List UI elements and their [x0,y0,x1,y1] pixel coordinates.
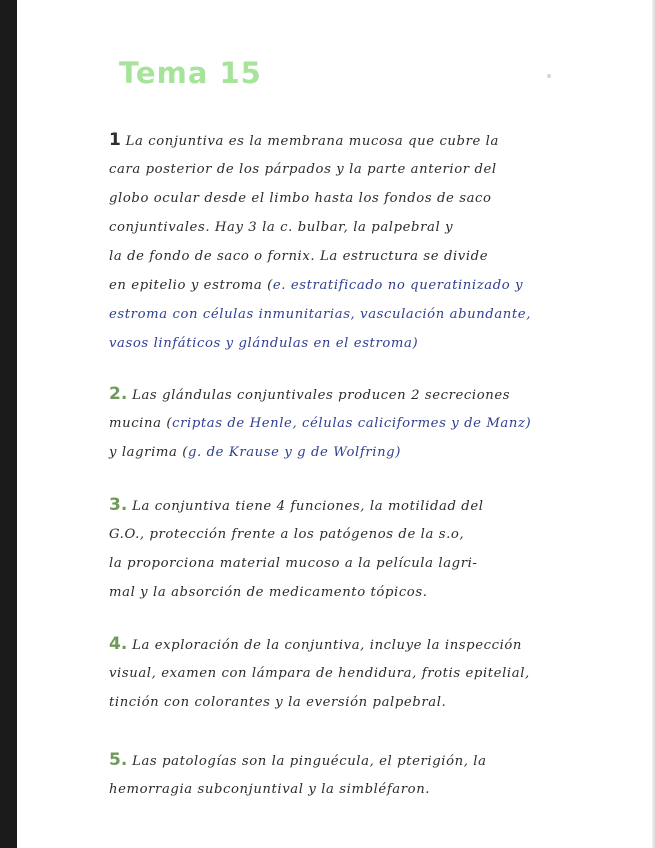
line-text: cara posterior de los párpados y la parte anterior del [109,162,497,177]
section-line [109,409,579,438]
notebook-page [17,0,652,848]
line-text: la de fondo de saco o fornix. La estructura se divide [109,249,489,264]
line-text: mucina ( [109,416,173,431]
section-line [109,438,579,467]
line-text-blue: criptas de Henle, células caliciformes y de Manz) [172,416,532,431]
section-line [109,688,579,717]
section-line [109,746,579,775]
section-line [109,775,579,804]
section-1 [109,126,579,358]
section-line [109,155,579,184]
line-text: la proporciona material mucoso a la película lagri- [109,556,478,571]
line-text: visual, examen con lámpara de hendidura, frotis epitelial, [109,666,530,681]
paper-speck [547,74,551,78]
section-4 [109,630,579,717]
section-number: 2. [109,384,128,404]
section-5 [109,746,579,804]
scan-left-border [0,0,17,848]
section-line [109,300,579,329]
section-line [109,184,579,213]
line-text: Las patologías son la pinguécula, el pterigión, la [132,754,487,769]
section-2 [109,380,579,467]
line-text: en epitelio y estroma ( [109,278,273,293]
section-number: 4. [109,634,128,654]
line-text: hemorragia subconjuntival y la simbléfaron. [109,782,431,797]
line-text: La conjuntiva es la membrana mucosa que cubre la [125,134,499,149]
line-text: La exploración de la conjuntiva, incluye la inspección [132,638,523,653]
page-title: Tema 15 [119,56,262,90]
section-line [109,659,579,688]
section-number: 3. [109,495,128,515]
line-text: mal y la absorción de medicamento tópicos. [109,585,428,600]
section-line [109,242,579,271]
line-text-blue: g. de Krause y g de Wolfring) [188,445,401,460]
section-line [109,126,579,155]
section-line [109,271,579,300]
section-line [109,213,579,242]
section-line [109,491,579,520]
line-text: Las glándulas conjuntivales producen 2 secreciones [132,388,511,403]
line-text: G.O., protección frente a los patógenos de la s.o, [109,527,465,542]
line-text-blue: vasos linfáticos y glándulas en el estroma) [109,336,419,351]
line-text: globo ocular desde el limbo hasta los fondos de saco [109,191,492,206]
line-text: conjuntivales. Hay 3 la c. bulbar, la palpebral y [109,220,454,235]
line-text-blue: e. estratificado no queratinizado y [272,278,524,293]
section-line [109,520,579,549]
section-line [109,630,579,659]
line-text: tinción con colorantes y la eversión palpebral. [109,695,447,710]
line-text: y lagrima ( [109,445,188,460]
section-number: 1 [109,130,121,150]
section-line [109,380,579,409]
section-3 [109,491,579,607]
section-line [109,549,579,578]
line-text: La conjuntiva tiene 4 funciones, la motilidad del [132,499,484,514]
line-text-blue: estroma con células inmunitarias, vasculación abundante, [109,307,531,322]
section-line [109,329,579,358]
section-line [109,578,579,607]
section-number: 5. [109,750,128,770]
